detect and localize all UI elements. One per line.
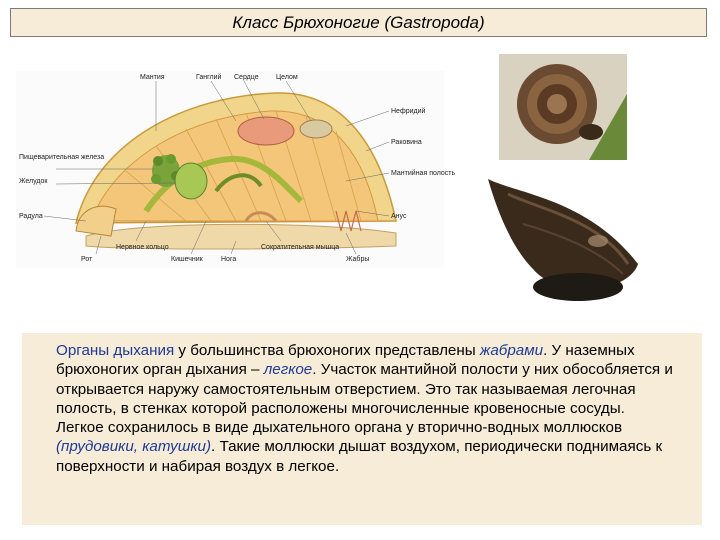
term-respiratory-organs: Органы дыхания — [56, 342, 175, 359]
term-gills: жабрами — [479, 342, 544, 359]
label-nephridium: Нефридий — [391, 108, 426, 115]
label-mantle-cavity: Мантийная полость — [391, 170, 456, 177]
page-title: Класс Брюхоногие (Gastropoda) — [232, 12, 485, 32]
label-mouth: Рот — [81, 256, 93, 263]
term-examples: (прудовики, катушки) — [56, 438, 212, 456]
label-foot: Нога — [221, 256, 237, 263]
description-panel — [22, 333, 702, 525]
label-gills: Жабры — [346, 256, 370, 263]
label-anus: Анус — [391, 213, 407, 220]
label-nerve-ganglion: Ганглий — [196, 74, 222, 81]
text-segment: . Такие моллюски дышат воздухом, периодически поднимаясь к поверхности и набирая воздух в легкое. — [56, 438, 663, 475]
pond-snail-photo — [478, 169, 650, 307]
text-segment: . Участок мантийной полости у них обособляется и открывается наружу самостоятельным отверстием. Это так называемая легочная полость, в стенках которой расположены многочисленные кровеносные сосуды. — [56, 361, 673, 417]
label-retractor-muscle: Сократительная мышца — [261, 244, 340, 251]
paragraph-respiration — [34, 341, 692, 418]
label-digestive-gland: Пищеварительная железа — [19, 154, 105, 161]
coiled-snail-photo — [499, 54, 627, 160]
label-stomach: Желудок — [19, 178, 48, 185]
label-mantle: Мантия — [140, 74, 165, 81]
text-segment: Легкое сохранилось в виде дыхательного органа у вторично-водных моллюсков — [56, 419, 623, 437]
paragraph-lung — [34, 418, 692, 476]
term-lung: легкое — [263, 361, 313, 379]
title-banner — [10, 8, 707, 37]
label-shell: Раковина — [391, 139, 422, 146]
text-segment: у большинства брюхоногих представлены — [174, 342, 480, 359]
label-heart: Сердце — [234, 74, 259, 81]
snail-anatomy-diagram — [16, 71, 456, 268]
label-radula: Радула — [19, 213, 43, 220]
label-intestine: Кишечник — [171, 256, 203, 263]
text-segment: . У наземных брюхоногих орган дыхания – — [56, 342, 635, 379]
label-coelom: Целом — [276, 74, 298, 81]
label-nerve-ring: Нервное кольцо — [116, 244, 169, 251]
